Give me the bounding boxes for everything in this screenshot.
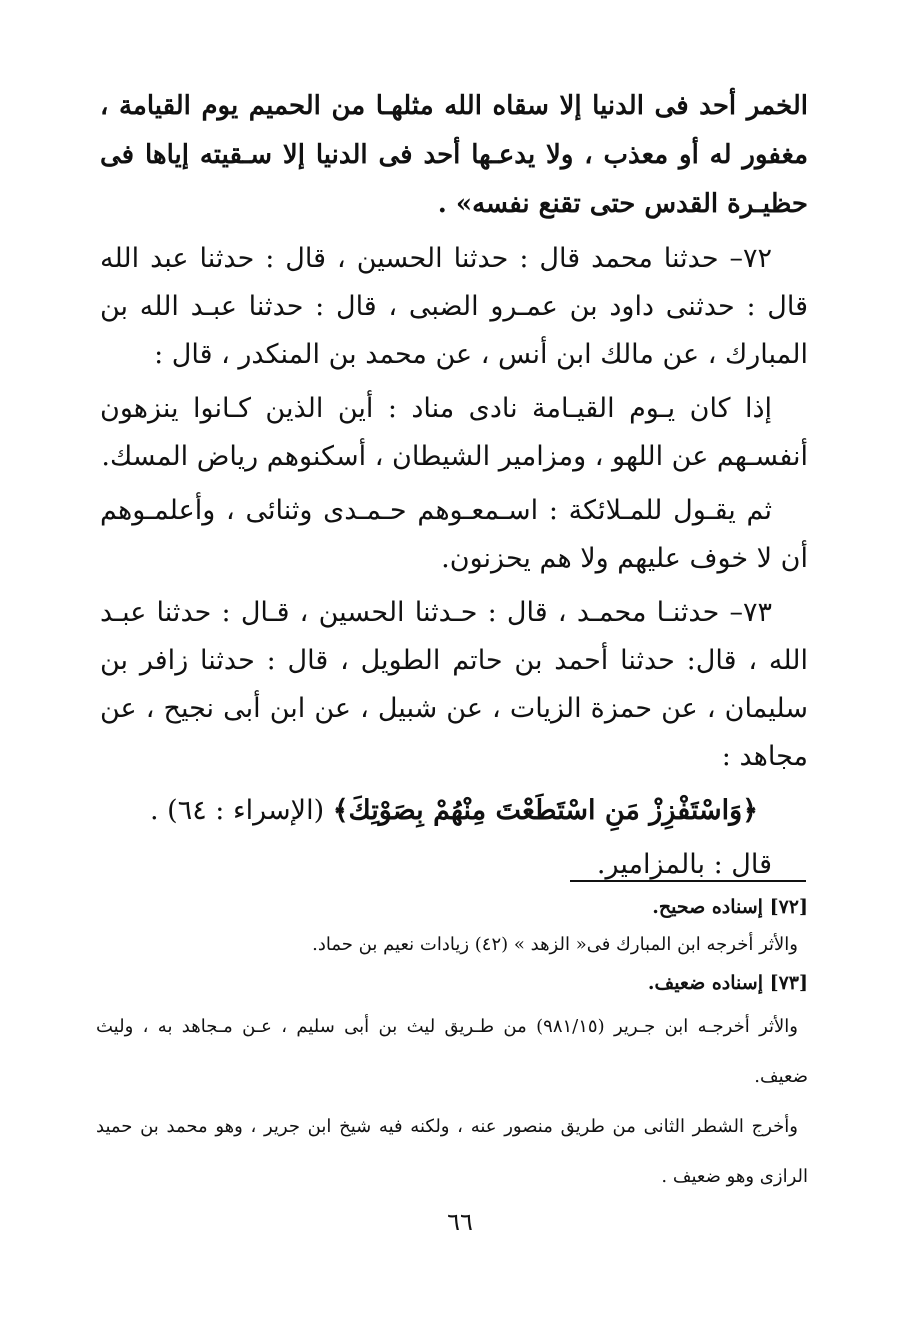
footnote-73-body-1: والأثر أخرجـه ابن جـرير (٩٨١/١٥) من طـريق ليث بن أبى سليم ، عـن مـجاهد به ، وليث ضعيف. [96,1016,808,1087]
paragraph-narration-72a: إذا كان يـوم القيـامة نادى مناد : أين الذين كـانوا ينزهون أنفسـهم عن اللهو ، ومزامير الشيطان ، أسكنوهم رياض المسك. [100,393,808,472]
paragraph-mujahid-saying: قال : بالمزامير. [596,849,772,880]
footnote-divider [570,880,806,882]
paragraph-narration-72b: ثم يقـول للمـلائكة : اسـمعـوهم حـمـدى وثنائى ، وأعلمـوهم أن لا خوف عليهم ولا هم يحزنون. [100,495,808,574]
footnote-73-body-2: وأخرج الشطر الثانى من طريق منصور عنه ، ولكنه فيه شيخ ابن جرير ، وهو محمد بن حميد الرازى وهو ضعيف . [96,1116,808,1187]
page-number: ٦٦ [447,1208,473,1236]
quran-verse [100,787,808,835]
footnote-73-heading: [٧٣] إسناده ضعيف. [647,972,808,994]
footnote-72-heading: [٧٢] إسناده صحيح. [652,896,808,918]
paragraph-hadith-end: الخمر أحد فى الدنيا إلا سقاه الله مثلهـا من الحميم يوم القيامة ، مغفور له أو معذب ، ولا يدعـها أحد فى الدنيا إلا سـقيته إياها فى حظيـرة القدس حتى تقنع نفسه» . [100,91,808,219]
paragraph-isnad-72: ٧٢– حدثنا محمد قال : حدثنا الحسين ، قال : حدثنا عبد الله قال : حدثنى داود بن عمـرو الضبى ، قال : حدثنا عبـد الله بن المبارك ، عن مالك ابن أنس ، عن محمد بن المنكدر ، قال : [100,243,808,370]
footnotes [96,888,808,1202]
main-text [100,82,808,895]
quran-verse-text: ﴿وَاسْتَفْزِزْ مَنِ اسْتَطَعْتَ مِنْهُمْ بِصَوْتِكَ﴾ [332,795,759,826]
quran-verse-reference: (الإسراء : ٦٤) . [149,795,325,826]
footnote-72-body: والأثر أخرجه ابن المبارك فى« الزهد » (٤٢) زيادات نعيم بن حماد. [312,934,798,955]
paragraph-isnad-73: ٧٣– حدثنـا محمـد ، قال : حـدثنا الحسين ، قـال : حدثنا عبـد الله ، قال: حدثنا أحمد بن حاتم الطويل ، قال : حدثنا زافر بن سليمان ، عن حمزة الزيات ، عن شبيل ، عن ابن أبى نجيح ، عن مجاهد : [100,597,808,772]
